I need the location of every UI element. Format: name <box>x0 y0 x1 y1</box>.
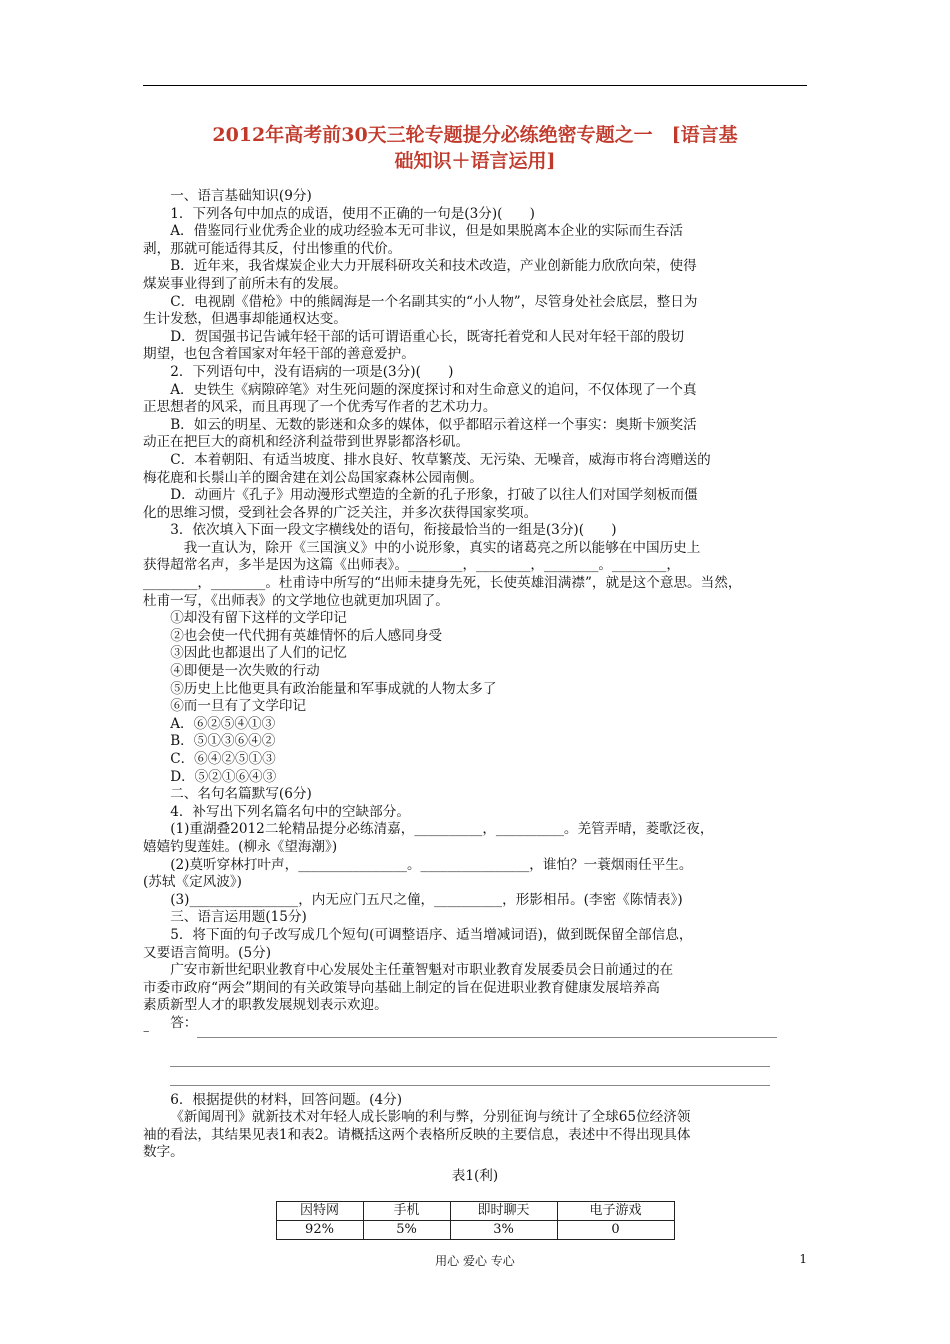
table-cell: 3% <box>450 1221 557 1240</box>
q3-sentence-3: ③因此也都退出了人们的记忆 <box>170 645 347 662</box>
question-5-line1: 5．将下面的句子改写成几个短句(可调整语序、适当增减词语)，做到既保留全部信息， <box>170 926 693 943</box>
question-3: 3．依次填入下面一段文字横线处的语句，衔接最恰当的一组是(3分)( ) <box>170 522 617 539</box>
table-cell: 5% <box>363 1221 450 1240</box>
answer-line[interactable] <box>170 1073 770 1086</box>
q1-option-c-line2: 生计发愁，但遇事却能通权达变。 <box>143 311 347 328</box>
table-header-cell: 手机 <box>363 1202 450 1221</box>
q2-option-c-line1: C．本着朝阳、有适当坡度、排水良好、牧草繁茂、无污染、无噪音，威海市将台湾赠送的 <box>170 451 711 468</box>
q3-sentence-5: ⑤历史上比他更具有政治能量和军事成就的人物太多了 <box>170 680 497 697</box>
answer-line[interactable] <box>197 1025 777 1038</box>
q3-option-b: B．⑤①③⑥④② <box>170 733 276 750</box>
q3-option-d: D．⑤②①⑥④③ <box>170 768 277 785</box>
question-6: 6．根据提供的材料，回答问题。(4分) <box>170 1091 402 1108</box>
header-rule <box>143 85 807 86</box>
q2-option-c-line2: 梅花鹿和长鬃山羊的圈舍建在刘公岛国家森林公园南侧。 <box>143 469 483 486</box>
q2-option-a-line1: A．史铁生《病隙碎笔》对生死问题的深度探讨和对生命意义的追问，不仅体现了一个真 <box>170 381 697 398</box>
q3-passage-line1: 我一直认为，除开《三国演义》中的小说形象，真实的诸葛亮之所以能够在中国历史上 <box>183 539 701 556</box>
table-cell: 0 <box>557 1221 674 1240</box>
q3-passage-line2: 获得超常名声，多半是因为这篇《出师表》。________，________，________。________， <box>143 557 680 574</box>
q5-passage-line2: 市委市政府“两会”期间的有关政策导向基础上制定的旨在促进职业教育健康发展培养高 <box>143 979 660 996</box>
q6-passage-line3: 数字。 <box>143 1144 184 1161</box>
q3-passage-line3: ________，________。杜甫诗中所写的“出师未捷身先死，长使英雄泪满襟”，就是这个意思。当然， <box>143 575 742 592</box>
question-1: 1．下列各句中加点的成语，使用不正确的一句是(3分)( ) <box>170 205 535 222</box>
q3-sentence-1: ①却没有留下这样的文学印记 <box>170 610 347 627</box>
q3-option-a: A．⑥②⑤④①③ <box>170 715 276 732</box>
q1-option-a-line1: A．借鉴同行业优秀企业的成功经验本无可非议，但是如果脱离本企业的实际而生吞活 <box>170 223 683 240</box>
answer-line[interactable] <box>170 1054 770 1067</box>
table-header-cell: 电子游戏 <box>557 1202 674 1221</box>
q1-option-d-line2: 期望，也包含着国家对年轻干部的善意爱护。 <box>143 346 415 363</box>
margin-dash: – <box>143 1024 150 1039</box>
q4-item-2-line1: (2)莫听穿林打叶声，________________。________________，谁怕？一蓑烟雨任平生。 <box>170 856 693 873</box>
title-line-2: 础知识＋语言运用] <box>394 150 556 172</box>
q6-passage-line1: 《新闻周刊》就新技术对年轻人成长影响的利与弊，分别征询与统计了全球65位经济领 <box>170 1109 691 1126</box>
table-header-row <box>276 1202 674 1221</box>
table-cell: 92% <box>276 1221 363 1240</box>
q1-option-b-line2: 煤炭事业得到了前所未有的发展。 <box>143 275 347 292</box>
q3-sentence-6: ⑥而一旦有了文学印记 <box>170 698 307 715</box>
q2-option-b-line1: B．如云的明星、无数的影迷和众多的媒体，似乎都昭示着这样一个事实：奥斯卡颁奖活 <box>170 416 697 433</box>
table-caption: 表1(利) <box>451 1167 499 1184</box>
document-title <box>143 122 807 174</box>
document-body <box>143 188 807 1240</box>
q2-option-d-line1: D．动画片《孔子》用动漫形式塑造的全新的孔子形象，打破了以往人们对国学刻板而僵 <box>170 487 698 504</box>
q4-item-2-line2: (苏轼《定风波》) <box>143 874 242 891</box>
q1-option-b-line1: B．近年来，我省煤炭企业大力开展科研攻关和技术改造，产业创新能力欣欣向荣，使得 <box>170 258 697 275</box>
q4-item-3: (3)________________，内无应门五尺之僮，__________，形影相吊。(李密《陈情表》) <box>170 891 683 908</box>
q3-sentence-4: ④即便是一次失败的行动 <box>170 663 320 680</box>
q1-option-a-line2: 剥，那就可能适得其反，付出惨重的代价。 <box>143 240 402 257</box>
table-header-cell: 即时聊天 <box>450 1202 557 1221</box>
q3-option-c: C．⑥④②⑤①③ <box>170 751 276 767</box>
question-2: 2．下列语句中，没有语病的一项是(3分)( ) <box>170 363 454 380</box>
question-5-line2: 又要语言简明。(5分) <box>143 944 272 961</box>
stats-table <box>276 1201 675 1239</box>
table-header-cell: 因特网 <box>276 1202 363 1221</box>
q6-passage-line2: 袖的看法，其结果见表1和表2。请概括这两个表格所反映的主要信息，表述中不得出现具体 <box>143 1126 691 1143</box>
q1-option-c-line1: C．电视剧《借枪》中的熊阔海是一个名副其实的“小人物”，尽管身处社会底层，整日为 <box>170 293 698 310</box>
q5-passage-line3: 素质新型人才的职教发展规划表示欢迎。 <box>143 997 388 1014</box>
table-row <box>276 1221 674 1240</box>
q3-passage-line4: 杜甫一写，《出师表》的文学地位也就更加巩固了。 <box>143 592 449 609</box>
q5-passage-line1: 广安市新世纪职业教育中心发展处主任董智魁对市职业教育发展委员会日前通过的在 <box>170 962 674 979</box>
answer-label: 答： <box>170 1014 198 1031</box>
section-heading: 三、语言运用题(15分) <box>170 909 307 926</box>
q3-sentence-2: ②也会使一代代拥有英雄情怀的后人感同身受 <box>170 627 443 644</box>
q2-option-a-line2: 正思想者的风采，而且再现了一个优秀写作者的艺术功力。 <box>143 399 497 416</box>
q4-item-1-line2: 嬉嬉钓叟莲娃。(柳永《望海潮》) <box>143 838 338 855</box>
question-4: 4．补写出下列名篇名句中的空缺部分。 <box>170 803 410 820</box>
title-line-1: 2012年高考前30天三轮专题提分必练绝密专题之一 [语言基 <box>212 124 738 146</box>
q1-option-d-line1: D．贺国强书记告诫年轻干部的话可谓语重心长，既寄托着党和人民对年轻干部的殷切 <box>170 328 685 345</box>
q2-option-b-line2: 动正在把巨大的商机和经济利益带到世界影都洛杉矶。 <box>143 434 470 451</box>
q4-item-1-line1: (1)重湖叠2012二轮精品提分必练清嘉，__________，__________。羌管弄晴，菱歌泛夜， <box>170 821 714 838</box>
q2-option-d-line2: 化的思维习惯，受到社会各界的广泛关注，并多次获得国家奖项。 <box>143 504 538 521</box>
section-heading: 二、名句名篇默写(6分) <box>170 786 312 803</box>
section-heading: 一、语言基础知识(9分) <box>170 188 312 204</box>
footer-motto: 用心 爱心 专心 <box>435 1254 515 1268</box>
page-number: 1 <box>799 1252 807 1266</box>
